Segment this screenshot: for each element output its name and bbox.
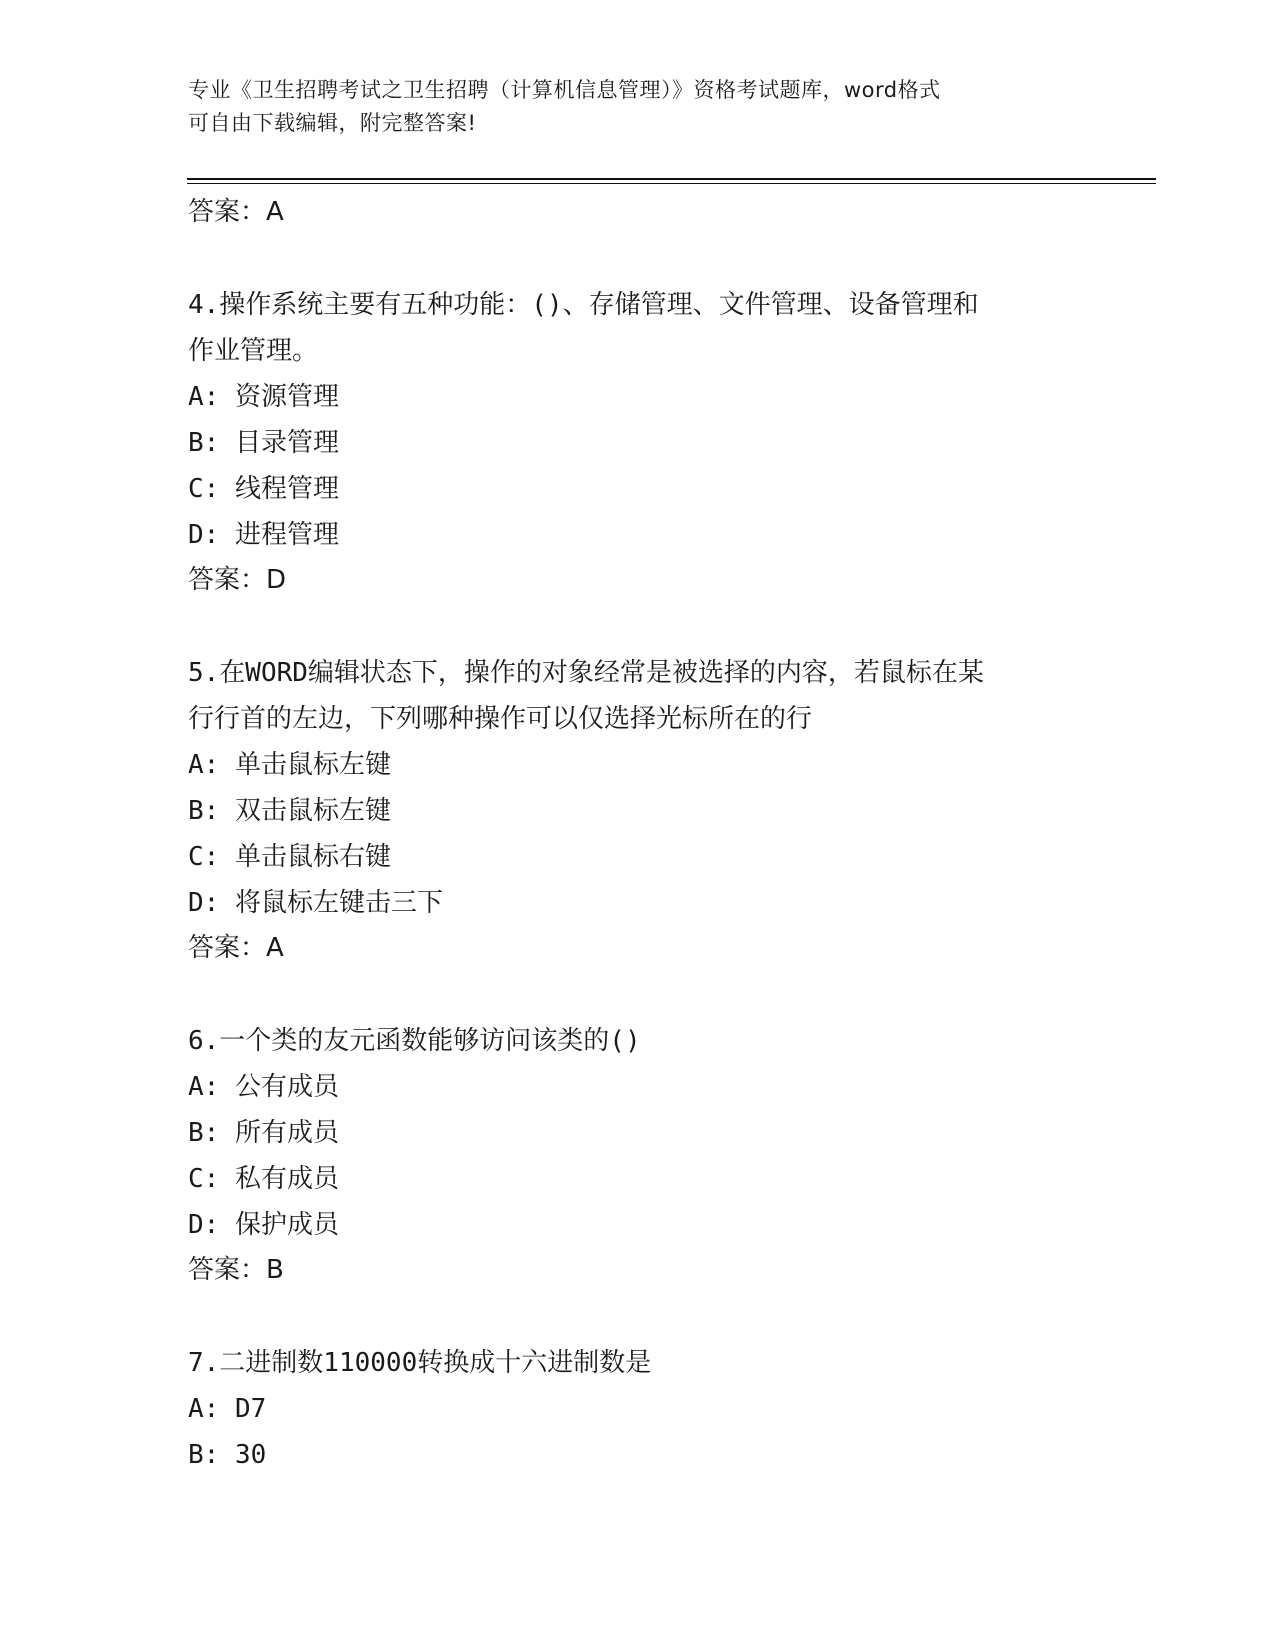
document-header — [188, 74, 1088, 140]
option-d: D: 将鼠标左键击三下 — [188, 888, 443, 918]
question-list — [188, 190, 1088, 1478]
option-b: B: 双击鼠标左键 — [188, 796, 391, 826]
answer-line: 答案：B — [188, 1255, 284, 1285]
question-text: 5.在WORD编辑状态下，操作的对象经常是被选择的内容，若鼠标在某 — [188, 658, 984, 688]
header-line-2: 可自由下载编辑，附完整答案! — [188, 111, 477, 135]
option-d: D: 进程管理 — [188, 520, 339, 550]
option-c: C: 单击鼠标右键 — [188, 842, 391, 872]
question-text: 6.一个类的友元函数能够访问该类的() — [188, 1026, 641, 1056]
option-b: B: 目录管理 — [188, 428, 339, 458]
question-text: 行行首的左边，下列哪种操作可以仅选择光标所在的行 — [188, 704, 813, 734]
option-c: C: 线程管理 — [188, 474, 339, 504]
answer-line: 答案：A — [188, 933, 284, 963]
option-c: C: 私有成员 — [188, 1164, 339, 1194]
header-divider — [187, 178, 1156, 180]
question-5 — [188, 650, 1088, 970]
answer-line: 答案：A — [188, 197, 284, 227]
option-a: A: 资源管理 — [188, 382, 339, 412]
option-b: B: 30 — [188, 1440, 267, 1470]
question-4 — [188, 282, 1088, 602]
question-text: 7.二进制数110000转换成十六进制数是 — [188, 1348, 652, 1378]
header-line-1: 专业《卫生招聘考试之卫生招聘（计算机信息管理）》资格考试题库，word格式 — [188, 78, 941, 102]
option-a: A: 公有成员 — [188, 1072, 339, 1102]
answer-line: 答案：D — [188, 565, 287, 595]
question-7 — [188, 1340, 1088, 1478]
option-a: A: D7 — [188, 1394, 267, 1424]
question-text: 作业管理。 — [188, 336, 319, 366]
option-a: A: 单击鼠标左键 — [188, 750, 391, 780]
question-6 — [188, 1018, 1088, 1292]
question-text: 4.操作系统主要有五种功能：()、存储管理、文件管理、设备管理和 — [188, 290, 979, 320]
option-d: D: 保护成员 — [188, 1210, 339, 1240]
header-divider-thin — [187, 183, 1156, 184]
option-b: B: 所有成员 — [188, 1118, 339, 1148]
